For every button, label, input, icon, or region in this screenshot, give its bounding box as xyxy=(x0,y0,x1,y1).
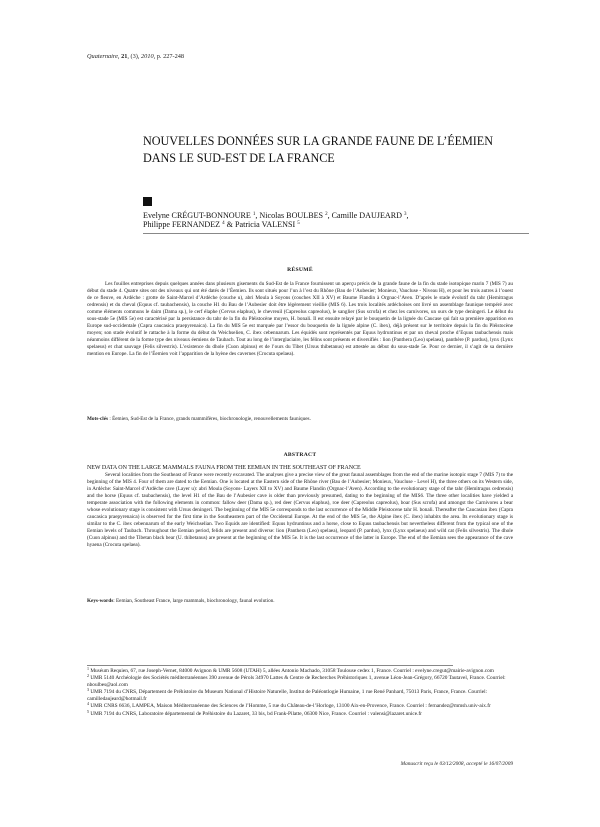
author-name: Evelyne CRÉGUT-BONNOURE xyxy=(143,211,251,220)
footnote-number: 4 xyxy=(87,701,89,707)
author-line-1 xyxy=(143,211,409,220)
title-line-1: NOUVELLES DONNÉES SUR LA GRANDE FAUNE DE L’ÉEMIEN xyxy=(143,134,493,148)
author-affiliation-number: 3 xyxy=(404,212,407,217)
footnote xyxy=(87,689,527,703)
resume-body xyxy=(87,281,513,359)
keywords-label-en: Keys-words xyxy=(87,598,114,604)
footnote-text: UMR CNRS 6636, LAMPEA, Maison Méditerranéenne des Sciences de l’Homme, 5 rue du Château-de-l’Horloge, 13100 Aix-en-Provence, France. Courriel : fernandez@mmsh.univ-aix.fr xyxy=(90,703,491,710)
abstract-body xyxy=(87,472,513,550)
author-list xyxy=(143,211,409,229)
abstract-heading: ABSTRACT xyxy=(283,452,317,458)
article-title xyxy=(143,133,493,166)
affiliation-footnotes xyxy=(87,668,527,718)
keywords-en: : Eemian, Southeast France, large mammals, biochronology, faunal evolution. xyxy=(113,598,275,604)
journal-volume: 21 xyxy=(121,53,128,60)
resume-text: Les fouilles entreprises depuis quelques années dans plusieurs gisements du Sud-Est de la France fournissent un aperçu précis de la grande faune de la fin du stade isotopique marin 7 (MIS 7) au début du stade 4. Quatre sites ont des niveaux qui ont été datés de l’Éemien. Ils sont situés pour l’un à l’est du Rhône (Bau de l’Aubesier; Monieux, Vaucluse - Niveau H), et pour les trois autres à l’ouest de ce fleuve, en Ardèche : grotte de Saint-Marcel d’Ardèche (couche u), abri Moula à Soyons (couches XII à XV) et Baume Flandin à Orgnac-l’Aven. D’après le stade évolutif du tahr (Hemitragus cedrensis) et du cheval (Equus cf. taubachensis), la couche H1 du Bau de l’Aubesier doit être légèrement vieillie (MIS 6). Les trois localités ardéchoises ont livré un assemblage faunique tempéré avec comme éléments communs le daim (Dama sp.), le cerf élaphe (Cervus elaphus), le chevreuil (Capreolus capreolus), le sanglier (Sus scrofa) et chez les carnivores, un ours de type deningeri. Le début du sous-stade 5e (MIS 5e) est caractérisé par la persistance du tahr de la fin du Pléistocène moyen, H. bonali. Il est ensuite relayé par le bouquetin de la lignée du Caucase qui fait sa première apparition en Europe sud-occidentale (Capra caucasica praepyrenaica). La fin du MIS 5e est marquée par l’essor du bouquetin de la lignée alpine (C. ibex), déjà présent sur le territoire depuis la fin du Pléistocène moyen; son stade évolutif le rattache à la forme du début du Weichselien, C. ibex cebennarum. Les équidés sont représentés par Equus hydruntinus et par un cheval proche d’Equus taubachensis mais néanmoins différent de la forme type des niveaux éemiens de Taubach. Tout au long de l’interglaciaire, les félins sont présents et diversifiés : lion (Panthera (Leo) spelaea), panthère (P. pardus), lynx (Lynx spelaeus) et chat sauvage (Felis silvestris). L’existence du dhole (Cuon alpinus) et de l’ours du Tibet (Ursus thibetanus) est attestée au début du sous-stade 5e. Pour ce dernier, il s’agit de sa dernière mention en Europe. La fin de l’Éemien voit l’apparition de la hyène des cavernes (Crocuta spelaea). xyxy=(87,281,513,358)
title-line-2: DANS LE SUD-EST DE LA FRANCE xyxy=(143,150,335,165)
author-line-2 xyxy=(143,220,409,229)
abstract-english-title: NEW DATA ON THE LARGE MAMMALS FAUNA FROM THE EEMIAN IN THE SOUTHEAST OF FRANCE xyxy=(87,465,361,471)
journal-year: 2010 xyxy=(141,53,154,60)
author-name: Camille DAUJEARD xyxy=(331,211,402,220)
journal-citation: Quaternaire, 21, (3), 2010, p. 227-248 xyxy=(87,53,185,60)
journal-pages: p. 227-248 xyxy=(156,53,185,60)
resume-keywords xyxy=(87,416,513,423)
author-name: Patricia VALENSI xyxy=(235,220,296,229)
resume-heading: RÉSUMÉ xyxy=(287,267,313,273)
footnote xyxy=(87,675,527,689)
abstract-keywords xyxy=(87,598,513,605)
author-divider xyxy=(143,233,529,234)
author-affiliation-number: 2 xyxy=(325,212,328,217)
author-separator: , xyxy=(327,211,332,220)
footnote-text: UMR 7194 du CNRS, Département de Préhistoire du Museum National d’Histoire Naturelle, Institut de Paléontlogie Humaine, 1 rue René Panhard, 75013 Paris, France, France. Courriel: camilledaujeard@hotmail.fr xyxy=(87,689,488,703)
author-name: Nicolas BOULBES xyxy=(259,211,324,220)
journal-issue: (3) xyxy=(130,53,138,60)
author-separator: , xyxy=(406,211,409,220)
author-affiliation-number: 4 xyxy=(222,221,225,226)
footnote-text: Muséum Requien, 67, rue Joseph-Vernet, 84000 Avignon & UMR 5608 (UTAH) 5, allées Antonio Machado, 31058 Toulouse cedex 1, France. Courriel : evelyne.cregut@mairie-avignon.com xyxy=(90,668,494,674)
footnote xyxy=(87,708,527,718)
footnote-text: UMR 7194 du CNRS, Laboratoire départemental de Préhistoire du Lazaret, 33 bis, bd Frank-Pilatte, 06300 Nice, France. Courriel : valensi@lazaret.unice.fr xyxy=(90,710,422,717)
author-separator: & xyxy=(224,220,235,229)
author-separator: , xyxy=(255,211,260,220)
journal-name: Quaternaire xyxy=(87,53,118,60)
footnote-number: 1 xyxy=(87,666,89,671)
author-affiliation-number: 1 xyxy=(252,212,256,217)
footnote-number: 2 xyxy=(87,673,89,679)
footnote-number: 3 xyxy=(87,687,89,693)
manuscript-dates: Manuscrit reçu le 03/12/2008, accepté le 16/07/2009 xyxy=(400,761,513,767)
author-name: Philippe FERNANDEZ xyxy=(143,220,221,229)
footnote-divider xyxy=(87,665,453,666)
keywords-fr: : Éemien, Sud-Est de la France, grands mammifères, biochronologie, renouvellements fauniques. xyxy=(108,416,311,422)
footnote-number: 5 xyxy=(87,708,89,714)
abstract-text: Several localities from the Southeast of France were recently excavated. The analyses give a precise view of the great faunal assemblages from the end of the marine isotopic stage 7 (MIS 7) to the beginning of the MIS 4. Four of them are dated to the Eemian. One is located at the Eastern side of the Rhône river (Bau de l’Aubesier; Monieux, Vaucluse - Level H), the three others on its Western side, in Ardèche: Saint-Marcel d’Ardèche cave (Layer u): abri Moula (Soyons- Layers XII to XV) and Baume Flandin (Orgnac-l’Aven). According to the evolutionary stage of the tahr (Hemitragus cedrensis) and the horse (Equus cf. taubachensis), the level H1 of the Bau de l’Aubesier cave is older than previously presumed, dating to the beginning of the MIS6. The three other localities have yielded a temperate association with the following elements in common: fallow deer (Dama sp.), red deer (Cervus elaphus), roe deer (Capreolus capreolus), boar (Sus scrofa) and amongst the Carnivores a bear whose evolutionary stage is consistent with Ursus deningeri. The beginning of the MIS 5e corresponds to the last occurrence of the Middle Pleistocene tahr H. bonali. Thereafter the Caucasian ibex (Capra caucasica praepyrenaica) is observed for the first time in the Southeastern part of the Occidental Europe. At the end of the MIS 5e, the Alpine ibex (C. ibex) inhabits the area. Its evolutionary stage is similar to the C. ibex cebennarum of the early Weichselian. Two Equids are identified: Equus hydruntinus and a horse, close to Equus taubachensis but nevertheless different from the typical one of the Eemian levels of Taubach. Throughout the Eemian period, felids are present and diverse: lion (Panthera (Leo) spelaea), leopard (P. pardus), lynx (Lynx spelaeus) and wild cat (Felis silvestris). The dhole (Cuon alpinus) and the Tibetan black bear (U. thibetanus) are present at the beginning of the MIS 5e. It is the last occurrence of the latter in Europe. The end of the Eemian sees the appearance of the cave hyaena (Crocuta spelaea). xyxy=(87,472,513,549)
footnote xyxy=(87,703,527,710)
keywords-label-fr: Mots-clés xyxy=(87,416,109,422)
author-affiliation-number: 5 xyxy=(297,221,300,226)
footnote-text: UMR 5140 Archéologie des Sociétés méditerranéennes 390 avenue de Pérols 34970 Lattes & Centre de Recherches Préhistoriques 1, avenue Léon-Jean-Grégory, 66720 Tautavel, France. Courriel: nboulbes@aol.com xyxy=(87,675,506,689)
title-square-marker xyxy=(143,197,152,206)
